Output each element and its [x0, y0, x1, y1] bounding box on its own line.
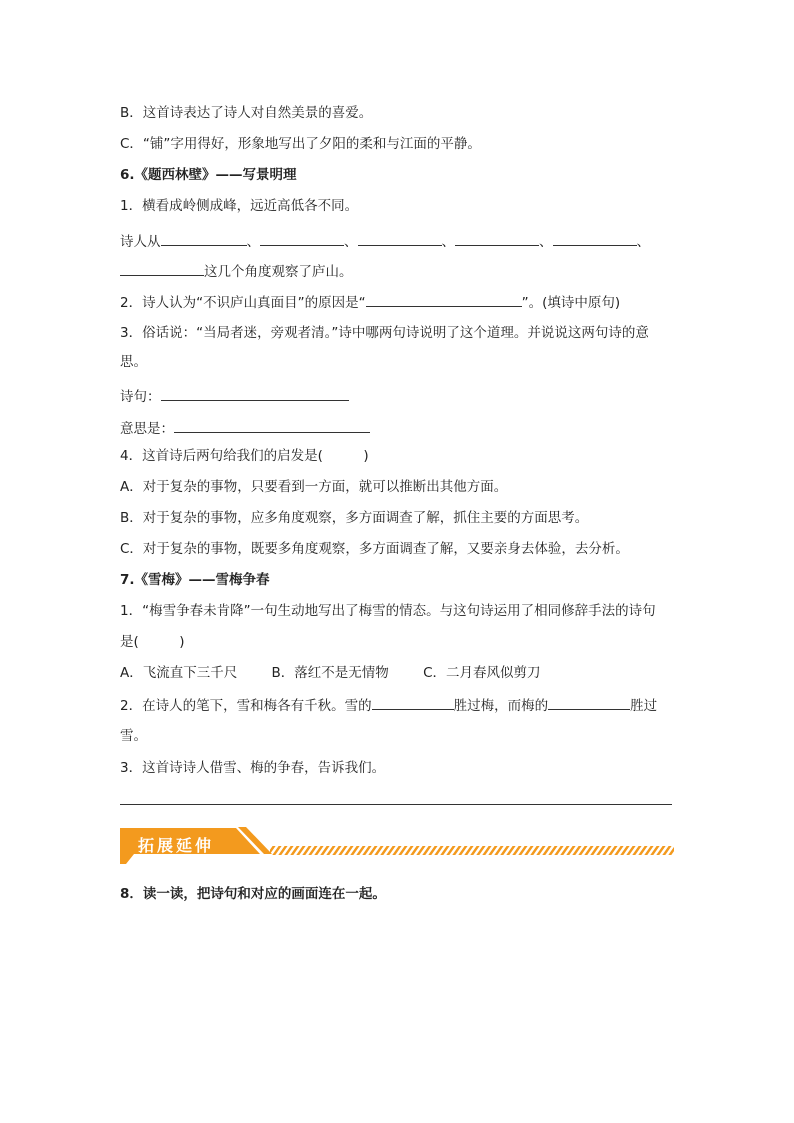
separator: 、: [441, 234, 455, 250]
separator: 、: [344, 234, 358, 250]
answer-blank[interactable]: [174, 418, 370, 433]
question-text: 胜过梅，而梅的: [453, 698, 549, 714]
question-7-2-cont: 雪。: [120, 728, 147, 744]
question-6-1: 1．横看成岭侧成峰，远近高低各不同。: [120, 198, 359, 214]
separator: 、: [539, 234, 553, 250]
question-text-tail: ”。(填诗中原句): [521, 295, 621, 311]
question-7-1-cont: 是( ): [120, 634, 185, 650]
question-6-1-blanks-row2: [120, 261, 353, 282]
question-7-1: 1．“梅雪争春未肯降”一句生动地写出了梅雪的情态。与这句诗运用了相同修辞手法的诗句: [120, 603, 656, 619]
section-6-title: 6.《题西林壁》——写景明理: [120, 167, 297, 183]
poem-label: 诗句：: [120, 389, 161, 405]
answer-line[interactable]: [120, 804, 672, 805]
option-6-4b: B．对于复杂的事物，应多角度观察，多方面调查了解，抓住主要的方面思考。: [120, 510, 589, 526]
answer-blank[interactable]: [455, 231, 539, 246]
answer-blank[interactable]: [358, 231, 442, 246]
option-7-1b: B．落红不是无情物: [271, 665, 389, 681]
question-6-3: 3．俗话说：“当局者迷，旁观者清。”诗中哪两句诗说明了这个道理。并说说这两句诗的意: [120, 325, 649, 341]
answer-blank[interactable]: [161, 386, 349, 401]
answer-blank[interactable]: [548, 695, 630, 710]
poem-answer-row: [120, 386, 349, 407]
meaning-answer-row: [120, 418, 370, 439]
question-7-1-options: [120, 663, 541, 683]
banner-title: 拓展延伸: [138, 836, 215, 855]
question-6-2: [120, 292, 620, 313]
option-6-4a: A．对于复杂的事物，只要看到一方面，就可以推断出其他方面。: [120, 479, 508, 495]
section-7-title: 7.《雪梅》——雪梅争春: [120, 572, 270, 588]
answer-blank[interactable]: [553, 231, 637, 246]
prefix-text: 诗人从: [120, 234, 161, 250]
meaning-label: 意思是：: [120, 421, 174, 437]
answer-blank[interactable]: [161, 231, 247, 246]
option-6-4c: C．对于复杂的事物，既要多角度观察，多方面调查了解，又要亲身去体验，去分析。: [120, 541, 629, 557]
option-7-1c: C．二月春风似剪刀: [423, 665, 541, 681]
separator: 、: [636, 234, 650, 250]
question-7-2: [120, 695, 657, 716]
option-7-1a: A．飞流直下三千尺: [120, 665, 238, 681]
separator: 、: [246, 234, 260, 250]
answer-blank[interactable]: [260, 231, 344, 246]
answer-blank[interactable]: [372, 695, 454, 710]
option-5c: C．“铺”字用得好，形象地写出了夕阳的柔和与江面的平静。: [120, 136, 481, 152]
answer-blank[interactable]: [120, 261, 204, 276]
option-5b: B．这首诗表达了诗人对自然美景的喜爱。: [120, 105, 373, 121]
question-text: 2．在诗人的笔下，雪和梅各有千秋。雪的: [120, 698, 372, 714]
answer-blank[interactable]: [366, 292, 522, 307]
question-7-3: 3．这首诗诗人借雪、梅的争春，告诉我们。: [120, 760, 386, 776]
suffix-text: 这几个角度观察了庐山。: [204, 264, 353, 280]
question-6-4: 4．这首诗后两句给我们的启发是( ): [120, 448, 369, 464]
question-6-3-cont: 思。: [120, 354, 147, 370]
question-text: 2．诗人认为“不识庐山真面目”的原因是“: [120, 295, 366, 311]
question-6-1-blanks-row1: [120, 231, 650, 252]
question-text: 胜过: [630, 698, 658, 714]
question-8: 8．读一读，把诗句和对应的画面连在一起。: [120, 886, 386, 902]
